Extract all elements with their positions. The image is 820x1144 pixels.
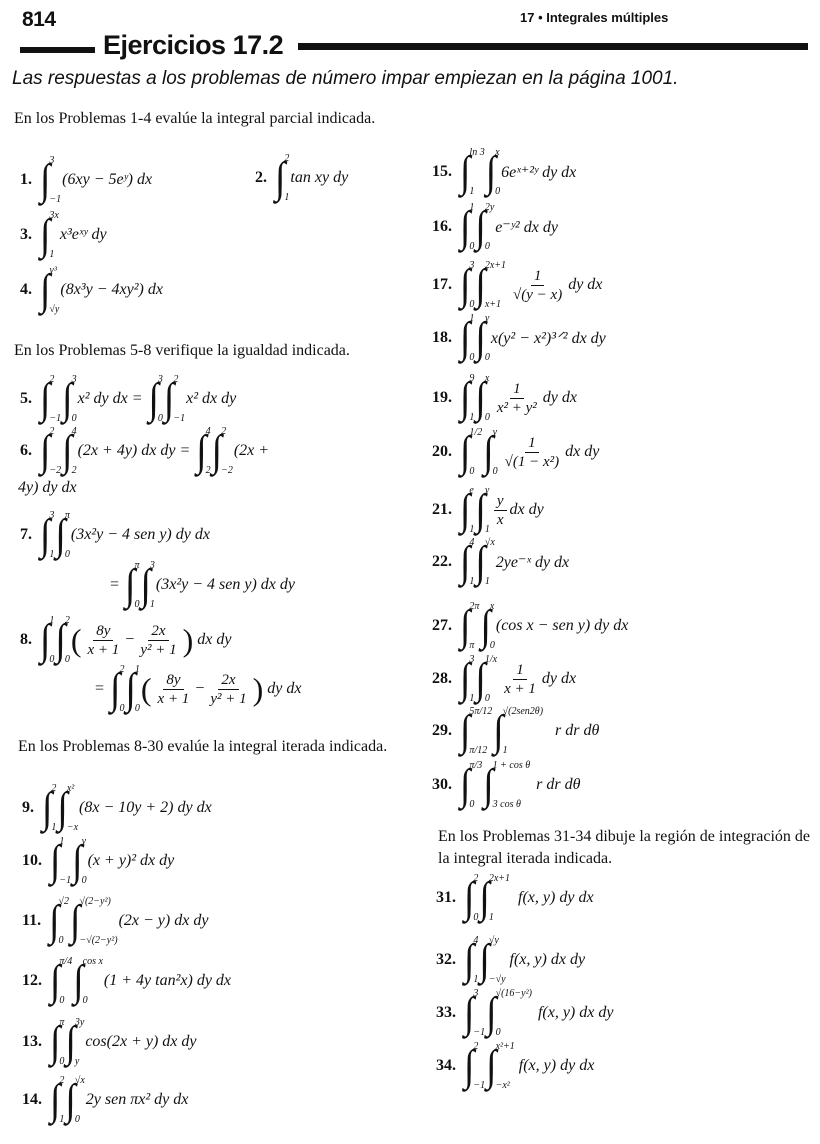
- integral-sign: ∫ √(16−y²) 0: [486, 988, 532, 1038]
- minus-sign: −: [195, 680, 205, 697]
- instructions-1-4: En los Problemas 1-4 evalúe la integral parcial indicada.: [14, 110, 376, 127]
- problem-number: 13.: [22, 1033, 42, 1050]
- integral-sign: ∫ x²+1 −x²: [486, 1041, 515, 1091]
- problem-31: [436, 873, 594, 923]
- integral-sign: ∫ y 1: [475, 485, 490, 535]
- integral-sign: ∫ 2y 0: [475, 202, 495, 252]
- differentials: dy dx: [541, 670, 577, 687]
- integrand: 6eˣ⁺²ʸ dy dx: [501, 164, 577, 181]
- problem-19: [432, 373, 577, 423]
- integrand: 2ye⁻ˣ dy dx: [495, 554, 570, 571]
- problem-8: [20, 615, 231, 665]
- integral-sign: ∫ 1 0: [40, 615, 55, 665]
- problem-28: [432, 654, 576, 704]
- integrand: (cos x − sen y) dy dx: [495, 617, 629, 634]
- integral-sign: ∫ 2 −2: [40, 426, 62, 476]
- integrand: e⁻ʸ² dx dy: [495, 219, 558, 236]
- problem-number: 10.: [22, 852, 42, 869]
- problem-number: 19.: [432, 389, 452, 406]
- problem-4: [20, 265, 163, 315]
- integral-sign: ∫ √x 1: [475, 537, 495, 587]
- integral-sign: ∫ 2 −2: [211, 426, 233, 476]
- integral-sign: ∫ 2 1: [42, 783, 57, 833]
- problem-29: [432, 706, 599, 756]
- fraction: $\frac{2x}{\text{y² + 1}}$: [140, 622, 177, 658]
- page-number: 814: [22, 8, 56, 31]
- integrand: 4y) dy dx: [18, 479, 77, 496]
- problem-2: [255, 153, 348, 203]
- integral-sign: ∫ π/4 0: [50, 956, 73, 1006]
- integral-sign: ∫ 2 0: [55, 615, 70, 665]
- problem-number: 33.: [436, 1004, 456, 1021]
- integrand: (2x − y) dx dy: [118, 912, 209, 929]
- integral-sign: ∫ 2x+1 x+1: [475, 260, 507, 310]
- fraction: $\frac{8y}{x + 1}$: [87, 622, 120, 658]
- integrand: f(x, y) dx dy: [537, 1004, 614, 1021]
- integral-sign: ∫ π/3 0: [460, 760, 483, 810]
- integral-sign: ∫ 9 1: [460, 373, 475, 423]
- integral-sign: ∫ y 0: [475, 313, 490, 363]
- integral-sign: ∫ √x 0: [65, 1075, 85, 1125]
- integrand: r dr dθ: [536, 776, 581, 793]
- integrand: f(x, y) dy dx: [518, 1057, 595, 1074]
- integral-sign: ∫ π 0: [125, 560, 140, 610]
- problem-18: [432, 313, 606, 363]
- integrand: (6xy − 5eʸ) dx: [62, 171, 153, 188]
- integral-sign: ∫ π 0: [50, 1017, 65, 1067]
- integral-sign: ∫ 1 0: [125, 664, 140, 714]
- integrand: (3x²y − 4 sen y) dy dx: [70, 526, 210, 543]
- problem-number: 1.: [20, 171, 32, 188]
- integral-sign: ∫ 3 0: [62, 374, 77, 424]
- integrand: x(y² − x²)³ᐟ² dx dy: [490, 330, 606, 347]
- fraction: $\frac{1}{√(y - x)}$: [513, 267, 563, 303]
- integrand: f(x, y) dx dy: [509, 951, 586, 968]
- integral-sign: ∫ 1 0: [460, 202, 475, 252]
- problem-number: 8.: [20, 631, 32, 648]
- equals-sign: =: [95, 680, 105, 697]
- integral-sign: ∫ x² −x: [57, 783, 79, 833]
- integrand: tan xy dy: [290, 169, 349, 186]
- title-rule-left: [20, 47, 95, 53]
- integral-sign: ∫ 2 −1: [40, 374, 62, 424]
- problem-27: [432, 601, 628, 651]
- integral-sign: ∫ y 0: [483, 427, 498, 477]
- integral-sign: ∫ 3x 1: [40, 210, 59, 260]
- problem-30: [432, 760, 580, 810]
- problem-number: 17.: [432, 276, 452, 293]
- integral-sign: ∫ 3 1: [140, 560, 155, 610]
- running-head: 17 • Integrales múltiples: [520, 10, 669, 25]
- problem-7-line-2: [110, 560, 295, 610]
- problem-34: [436, 1041, 594, 1091]
- integral-sign: ∫ 4 2: [196, 426, 211, 476]
- integrand: (x + y)² dx dy: [87, 852, 175, 869]
- left-paren: (: [140, 671, 152, 707]
- right-paren: ): [182, 622, 194, 658]
- fraction: $\frac{1}{x + 1}$: [504, 661, 536, 697]
- problem-number: 29.: [432, 722, 452, 739]
- integral-sign: ∫ 1/x 0: [475, 654, 498, 704]
- problem-number: 15.: [432, 163, 452, 180]
- differentials: dx dy: [565, 443, 600, 460]
- integral-sign: ∫ x 0: [485, 147, 501, 197]
- differentials: dx dy: [509, 501, 544, 518]
- problem-number: 5.: [20, 390, 32, 407]
- integral-sign: ∫ 5π/12 π/12: [460, 706, 493, 756]
- problem-number: 7.: [20, 526, 32, 543]
- integral-sign: ∫ 3 −1: [464, 988, 486, 1038]
- problem-number: 30.: [432, 776, 452, 793]
- differentials: dx dy: [197, 631, 232, 648]
- integral-sign: ∫ √2 0: [49, 896, 70, 946]
- problem-8-line-2: [95, 664, 301, 714]
- integral-sign: ∫ 2x+1 1: [479, 873, 511, 923]
- integral-sign: ∫ x 0: [475, 373, 490, 423]
- integral-sign: ∫ y³ √y: [40, 265, 60, 315]
- integrand: r dr dθ: [555, 722, 600, 739]
- problem-number: 9.: [22, 799, 34, 816]
- integrand: (3x²y − 4 sen y) dx dy: [155, 576, 295, 593]
- integral-sign: ∫ 4 2: [62, 426, 77, 476]
- integral-sign: ∫ 2 −1: [163, 374, 186, 424]
- minus-sign: −: [125, 631, 135, 648]
- integral-sign: ∫ y 0: [72, 836, 87, 886]
- integrand: 2y sen πx² dy dx: [85, 1091, 189, 1108]
- problem-1: [20, 155, 152, 205]
- integral-sign: ∫ 2 1: [50, 1075, 65, 1125]
- integrand: (8x − 10y + 2) dy dx: [79, 799, 212, 816]
- problem-6: [20, 426, 269, 476]
- integrand: x² dx dy: [186, 390, 237, 407]
- problem-number: 2.: [255, 169, 267, 186]
- integral-sign: ∫ 2 1: [275, 153, 290, 203]
- section-title: Ejercicios 17.2: [103, 30, 284, 60]
- integral-sign: ∫ 3 1: [40, 510, 55, 560]
- integral-sign: ∫ π 0: [55, 510, 70, 560]
- problem-5: [20, 374, 236, 424]
- integral-sign: ∫ √(2−y²) −√(2−y²): [70, 896, 118, 946]
- integral-sign: ∫ √(2sen2θ) 1: [493, 706, 544, 756]
- integrand: x³eˣʸ dy: [59, 226, 107, 243]
- integral-sign: ∫ 2 0: [110, 664, 125, 714]
- fraction: $\frac{2x}{\text{y² + 1}}$: [210, 671, 247, 707]
- problem-number: 28.: [432, 670, 452, 687]
- problem-15: [432, 147, 576, 197]
- integral-sign: ∫ 4 1: [460, 537, 475, 587]
- fraction: $\frac{1}{\text{x² + y²}}$: [496, 380, 537, 416]
- integral-sign: ∫ 3 0: [460, 260, 475, 310]
- problem-number: 4.: [20, 281, 32, 298]
- problem-22: [432, 537, 569, 587]
- integral-sign: ∫ 1 −1: [50, 836, 72, 886]
- problem-12: [22, 956, 231, 1006]
- problem-14: [22, 1075, 188, 1125]
- differentials: dy dx: [542, 389, 577, 406]
- problem-number: 34.: [436, 1057, 456, 1074]
- problem-32: [436, 935, 585, 985]
- instructions-5-8: En los Problemas 5-8 verifique la igualdad indicada.: [14, 342, 350, 359]
- integral-sign: ∫ 2 0: [464, 873, 479, 923]
- differentials: dy dx: [568, 276, 603, 293]
- problem-13: [22, 1017, 197, 1067]
- left-paren: (: [70, 622, 82, 658]
- problem-10: [22, 836, 174, 886]
- problem-number: 16.: [432, 218, 452, 235]
- integral-sign: ∫ 3y y: [65, 1017, 85, 1067]
- problem-20: [432, 427, 599, 477]
- integrand: x² dy dx =: [77, 390, 143, 407]
- integral-sign: ∫ x 0: [480, 601, 495, 651]
- right-paren: ): [252, 671, 264, 707]
- integral-sign: ∫ 3 1: [460, 654, 475, 704]
- problem-number: 11.: [22, 912, 42, 929]
- integrand: f(x, y) dy dx: [518, 889, 594, 906]
- integral-sign: ∫ ln 3 1: [460, 147, 485, 197]
- problem-7: [20, 510, 210, 560]
- integral-sign: ∫ 3 0: [148, 374, 163, 424]
- integral-sign: ∫ 3 −1: [40, 155, 62, 205]
- answers-note: Las respuestas a los problemas de número impar empiezan en la página 1001.: [12, 68, 679, 89]
- problem-number: 32.: [436, 951, 456, 968]
- equals-sign: =: [110, 576, 120, 593]
- instructions-31-34: En los Problemas 31-34 dibuje la región de integración de la integral iterada indicada.: [438, 828, 810, 867]
- title-rule-right: [298, 43, 808, 50]
- fraction: $\frac{y}{x}$: [494, 492, 507, 529]
- integral-sign: ∫ 2 −1: [464, 1041, 486, 1091]
- integral-sign: ∫ 4 1: [464, 935, 479, 985]
- integral-sign: ∫ cos x 0: [73, 956, 103, 1006]
- integrand: (1 + 4y tan²x) dy dx: [103, 972, 232, 989]
- instructions-8-30: En los Problemas 8-30 evalúe la integral iterada indicada.: [18, 738, 388, 755]
- differentials: dy dx: [267, 680, 302, 697]
- problem-number: 27.: [432, 617, 452, 634]
- integral-sign: ∫ e 1: [460, 485, 475, 535]
- problem-11: [22, 896, 208, 946]
- integrand: (2x + 4y) dx dy =: [77, 442, 191, 459]
- integrand: (8x³y − 4xy²) dx: [60, 281, 163, 298]
- problem-9: [22, 783, 212, 833]
- integral-sign: ∫ 1 + cos θ 3 cos θ: [483, 760, 531, 810]
- problem-number: 20.: [432, 443, 452, 460]
- fraction: $\frac{1}{\text{√(1 − x²)}}$: [504, 434, 560, 470]
- fraction: $\frac{8y}{x + 1}$: [157, 671, 190, 707]
- problem-number: 12.: [22, 972, 42, 989]
- problem-3: [20, 210, 107, 260]
- problem-number: 21.: [432, 501, 452, 518]
- integrand: (2x +: [233, 442, 270, 459]
- integral-sign: ∫ 1 0: [460, 313, 475, 363]
- integral-sign: ∫ 2π π: [460, 601, 480, 651]
- problem-21: [432, 485, 544, 535]
- problem-16: [432, 202, 558, 252]
- integral-sign: ∫ 1/2 0: [460, 427, 483, 477]
- problem-number: 6.: [20, 442, 32, 459]
- problem-number: 31.: [436, 889, 456, 906]
- problem-6-continuation: [18, 479, 77, 497]
- problem-number: 3.: [20, 226, 32, 243]
- problem-17: [432, 260, 602, 310]
- problem-number: 14.: [22, 1091, 42, 1108]
- integral-sign: ∫ √y −√y: [479, 935, 506, 985]
- integrand: cos(2x + y) dx dy: [85, 1033, 197, 1050]
- problem-number: 18.: [432, 329, 452, 346]
- problem-number: 22.: [432, 553, 452, 570]
- problem-33: [436, 988, 613, 1038]
